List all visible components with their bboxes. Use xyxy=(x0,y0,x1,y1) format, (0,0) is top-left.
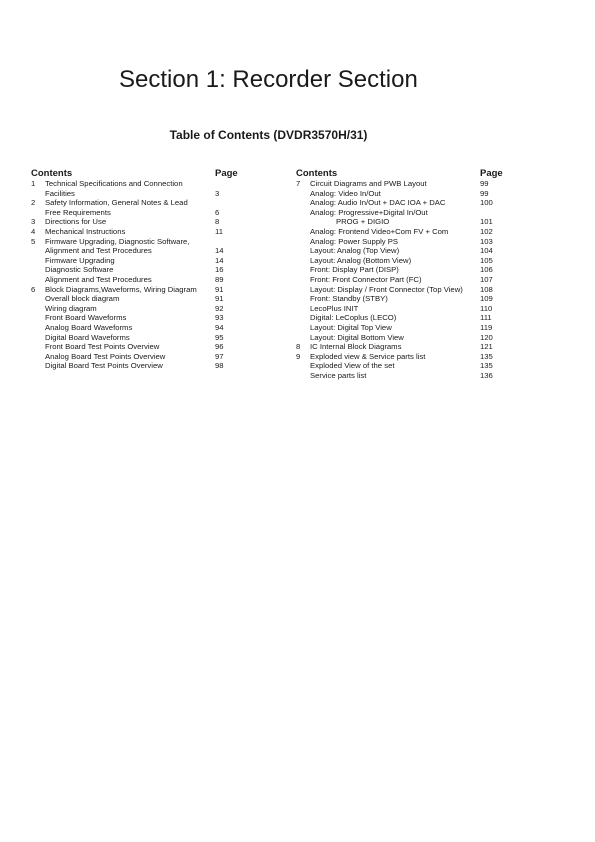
toc-column-right xyxy=(296,168,522,380)
toc-entry-title: Facilities xyxy=(45,188,75,198)
toc-entry-title: Mechanical Instructions xyxy=(45,226,126,236)
page-header: Page xyxy=(480,168,503,179)
toc-entry xyxy=(31,237,257,247)
toc-entry xyxy=(31,352,257,362)
toc-entry-title: Service parts list xyxy=(310,370,367,380)
toc-entry-page: 95 xyxy=(215,332,224,342)
toc-entry-title: Technical Specifications and Connection xyxy=(45,179,183,188)
toc-entry xyxy=(296,361,522,371)
toc-entry-title: Analog: Video In/Out xyxy=(310,188,381,198)
toc-entry-page: 91 xyxy=(215,284,224,294)
toc-entry-page: 136 xyxy=(480,370,493,380)
toc-entry-page: 103 xyxy=(480,236,493,246)
toc-entry-number: 3 xyxy=(31,217,36,227)
toc-entry-page: 97 xyxy=(215,351,224,361)
toc-entry-title: Layout: Analog (Top View) xyxy=(310,246,400,256)
toc-entry-number: 8 xyxy=(296,342,301,352)
toc-entry-title: Exploded View of the set xyxy=(310,361,395,371)
toc-entry-title: PROG + DIGIO xyxy=(336,217,390,227)
toc-entry-title: Layout: Digital Top View xyxy=(310,322,392,332)
toc-entry xyxy=(296,294,522,304)
toc-entry xyxy=(296,246,522,256)
toc-entry-title: Analog Board Waveforms xyxy=(45,322,133,332)
toc-entry-page: 135 xyxy=(480,361,493,371)
toc-entry-page: 89 xyxy=(215,274,224,284)
toc-entry-title: LecoPlus INIT xyxy=(310,303,359,313)
toc-entry-page: 135 xyxy=(480,351,493,361)
toc-entry-page: 99 xyxy=(480,188,489,198)
toc-entry xyxy=(31,217,257,227)
toc-entry-page: 104 xyxy=(480,246,493,256)
toc-entry xyxy=(296,265,522,275)
toc-entry-title: Front: Standby (STBY) xyxy=(310,294,388,304)
toc-entry-page: 109 xyxy=(480,294,493,304)
toc-entry-title: Front: Display Part (DISP) xyxy=(310,265,399,275)
toc-entry-page: 98 xyxy=(215,361,224,371)
toc-entry xyxy=(296,208,522,218)
column-header xyxy=(31,168,257,179)
toc-entry-page: 92 xyxy=(215,303,224,313)
toc-entry-title: Free Requirements xyxy=(45,207,111,217)
toc-entry-page: 110 xyxy=(480,303,493,313)
toc-entry-title: Overall block diagram xyxy=(45,294,120,304)
toc-entry-title: Alignment and Test Procedures xyxy=(45,274,152,284)
toc-entry-title: Firmware Upgrading, Diagnostic Software, xyxy=(45,236,190,246)
toc-entry-title: Digital Board Waveforms xyxy=(45,332,130,342)
toc-entry xyxy=(31,313,257,323)
toc-entry-page: 121 xyxy=(480,342,493,352)
toc-entry xyxy=(296,179,522,189)
toc-entry-title: Analog: Power Supply PS xyxy=(310,236,399,246)
toc-entry-page: 93 xyxy=(215,313,224,323)
section-title: Section 1: Recorder Section xyxy=(119,66,418,93)
toc-entry xyxy=(31,189,257,199)
toc-entry-title: Analog: Audio In/Out + DAC IOA + DAC xyxy=(310,198,446,208)
toc-entry-title: Analog: Progressive+Digital In/Out xyxy=(310,207,428,217)
toc-entry-page: 16 xyxy=(215,265,224,275)
toc-entry xyxy=(296,371,522,381)
toc-entry xyxy=(31,179,257,189)
toc-entry xyxy=(31,304,257,314)
toc-entry xyxy=(31,285,257,295)
toc-entry-title: Diagnostic Software xyxy=(45,265,114,275)
toc-entry-number: 9 xyxy=(296,351,301,361)
toc-entry xyxy=(296,256,522,266)
toc-entry xyxy=(31,323,257,333)
toc-entry xyxy=(296,285,522,295)
toc-entry-page: 11 xyxy=(215,226,223,236)
toc-entry-page: 6 xyxy=(215,207,220,217)
toc-entry xyxy=(31,227,257,237)
toc-entry xyxy=(31,246,257,256)
toc-entry xyxy=(31,275,257,285)
toc-entry-title: Analog Board Test Points Overview xyxy=(45,351,166,361)
toc-entry xyxy=(296,304,522,314)
toc-entry-page: 101 xyxy=(480,217,493,227)
toc-title: Table of Contents (DVDR3570H/31) xyxy=(169,128,368,142)
toc-entry-title: Front Board Waveforms xyxy=(45,313,127,323)
toc-entry xyxy=(296,237,522,247)
column-header xyxy=(296,168,522,179)
toc-entry xyxy=(31,333,257,343)
toc-entry-page: 99 xyxy=(480,179,489,188)
toc-entry-number: 2 xyxy=(31,198,36,208)
toc-entry-title: IC Internal Block Diagrams xyxy=(310,342,402,352)
toc-entry-page: 14 xyxy=(215,255,224,265)
toc-rows-right xyxy=(296,179,522,380)
toc-entry-title: Front: Front Connector Part (FC) xyxy=(310,274,422,284)
toc-entry xyxy=(296,275,522,285)
toc-entry-number: 4 xyxy=(31,226,36,236)
toc-entry xyxy=(296,189,522,199)
toc-entry xyxy=(296,227,522,237)
toc-entry-title: Block Diagrams,Waveforms, Wiring Diagram xyxy=(45,284,197,294)
page-header: Page xyxy=(215,168,238,179)
toc-entry-title: Layout: Analog (Bottom View) xyxy=(310,255,412,265)
toc-entry xyxy=(31,265,257,275)
toc-entry xyxy=(296,342,522,352)
toc-entry-title: Digital: LeCoplus (LECO) xyxy=(310,313,397,323)
toc-entry xyxy=(31,361,257,371)
toc-entry-page: 14 xyxy=(215,246,224,256)
toc-entry-title: Firmware Upgrading xyxy=(45,255,115,265)
toc-entry-page: 102 xyxy=(480,226,493,236)
toc-entry-page: 8 xyxy=(215,217,220,227)
toc-entry xyxy=(31,294,257,304)
toc-entry-page: 106 xyxy=(480,265,493,275)
toc-entry-title: Safety Information, General Notes & Lead xyxy=(45,198,188,208)
toc-entry-page: 107 xyxy=(480,274,493,284)
toc-entry-number: 6 xyxy=(31,284,36,294)
toc-entry-title: Digital Board Test Points Overview xyxy=(45,361,163,371)
toc-entry-number: 5 xyxy=(31,236,36,246)
contents-header: Contents xyxy=(31,168,73,179)
toc-entry-title: Alignment and Test Procedures xyxy=(45,246,152,256)
toc-entry xyxy=(31,342,257,352)
contents-header: Contents xyxy=(296,168,338,179)
toc-entry-page: 100 xyxy=(480,198,493,208)
toc-column-left xyxy=(31,168,257,371)
toc-entry-page: 94 xyxy=(215,322,224,332)
toc-entry-page: 96 xyxy=(215,342,224,352)
toc-entry-title: Layout: Display / Front Connector (Top View) xyxy=(310,284,463,294)
toc-entry-title: Front Board Test Points Overview xyxy=(45,342,160,352)
toc-entry xyxy=(296,352,522,362)
toc-entry xyxy=(296,323,522,333)
toc-entry xyxy=(31,208,257,218)
toc-entry-page: 108 xyxy=(480,284,493,294)
toc-entry-page: 120 xyxy=(480,332,493,342)
toc-entry-title: Layout: Digital Bottom View xyxy=(310,332,404,342)
toc-entry-page: 91 xyxy=(215,294,224,304)
toc-entry xyxy=(296,333,522,343)
toc-entry-number: 1 xyxy=(31,179,36,188)
toc-entry xyxy=(296,313,522,323)
toc-entry-page: 105 xyxy=(480,255,493,265)
toc-entry xyxy=(31,198,257,208)
toc-entry-title: Wiring diagram xyxy=(45,303,97,313)
toc-entry-title: Directions for Use xyxy=(45,217,107,227)
toc-entry-title: Circuit Diagrams and PWB Layout xyxy=(310,179,427,188)
toc-entry xyxy=(296,217,522,227)
toc-entry-title: Exploded view & Service parts list xyxy=(310,351,426,361)
toc-rows-left xyxy=(31,179,257,371)
toc-entry xyxy=(296,198,522,208)
toc-entry-title: Analog: Frontend Video+Com FV + Com xyxy=(310,226,449,236)
toc-entry-number: 7 xyxy=(296,179,301,188)
toc-entry-page: 111 xyxy=(480,313,492,323)
toc-entry-page: 3 xyxy=(215,188,220,198)
toc-entry-page: 119 xyxy=(480,322,493,332)
toc-entry xyxy=(31,256,257,266)
